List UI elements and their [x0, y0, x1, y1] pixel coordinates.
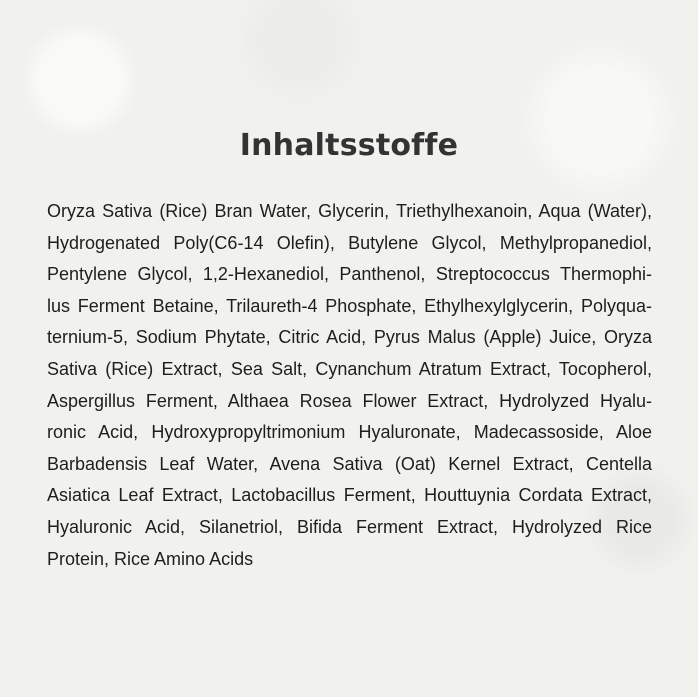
ingredients-line: Sativa (Rice) Extract, Sea Salt, Cynanchum Atratum Extract, Tocopherol, — [47, 358, 652, 379]
ingredients-line: Hydrogenated Poly(C6-14 Olefin), Butylene Glycol, Methylpropanediol, — [47, 232, 652, 253]
ingredients-text — [47, 199, 652, 578]
ingredients-line: lus Ferment Betaine, Trilaureth-4 Phosphate, Ethylhexylglycerin, Polyqua- — [47, 295, 652, 316]
ingredients-line: Pentylene Glycol, 1,2-Hexanediol, Panthenol, Streptococcus Thermophi- — [47, 264, 652, 285]
ingredients-line: Barbadensis Leaf Water, Avena Sativa (Oat) Kernel Extract, Centella — [47, 453, 652, 474]
ingredients-line: Aspergillus Ferment, Althaea Rosea Flower Extract, Hydrolyzed Hyalu- — [47, 390, 652, 411]
ingredients-line: Protein, Rice Amino Acids — [47, 548, 254, 569]
ingredients-line: Asiatica Leaf Extract, Lactobacillus Ferment, Houttuynia Cordata Extract, — [47, 485, 652, 506]
ingredients-line: Oryza Sativa (Rice) Bran Water, Glycerin, Triethylhexanoin, Aqua (Water), — [47, 201, 652, 221]
page-title: Inhaltsstoffe — [239, 128, 459, 163]
ingredients-line: ronic Acid, Hydroxypropyltrimonium Hyaluronate, Madecassoside, Aloe — [47, 422, 652, 443]
ingredients-line: Hyaluronic Acid, Silanetriol, Bifida Ferment Extract, Hydrolyzed Rice — [47, 516, 652, 537]
ingredients-line: ternium-5, Sodium Phytate, Citric Acid, Pyrus Malus (Apple) Juice, Oryza — [47, 327, 652, 348]
